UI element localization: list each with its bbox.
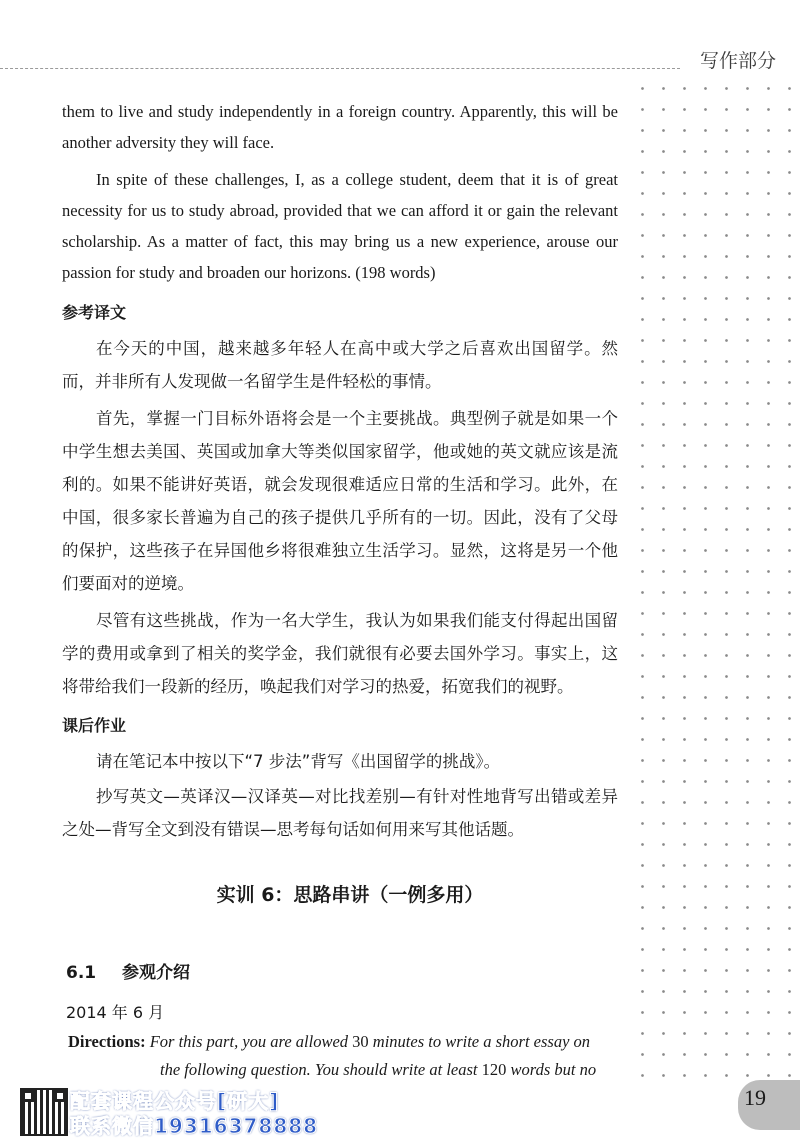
directions-word-count: 120 xyxy=(481,1060,507,1079)
translation-heading: 参考译文 xyxy=(62,303,127,322)
watermark-line: 配套课程公众号[研大] xyxy=(70,1089,280,1113)
homework-paragraph: 抄写英文—英译汉—汉译英—对比找差别—有针对性地背写出错或差异之处—背写全文到没有错误—思考每句话如何用来写其他话题。 xyxy=(62,787,618,839)
header-section-label: 写作部分 xyxy=(699,50,776,72)
header-divider xyxy=(0,68,680,69)
subsection-title: 参观介绍 xyxy=(122,963,191,983)
directions-text: the following question. You should write at least xyxy=(160,1060,478,1079)
translation-paragraph: 首先，掌握一门目标外语将会是一个主要挑战。典型例子就是如果一个中学生想去美国、英国或加拿大等类似国家留学，他或她的英文就应该是流利的。如果不能讲好英语，就会发现很难适应日常的生活和学习。此外，在中国，很多家长普遍为自己的孩子提供几乎所有的一切。因此，没有了父母的保护，这些孩子在异国他乡将很难独立生活学习。显然，这将是另一个他们要面对的逆境。 xyxy=(62,409,618,593)
watermark-promo xyxy=(70,1089,318,1139)
translation-paragraph: 尽管有这些挑战，作为一名大学生，我认为如果我们能支付得起出国留学的费用或拿到了相关的奖学金，我们就很有必要去国外学习。事实上，这将带给我们一段新的经历，唤起我们对学习的热爱，拓宽我们的视野。 xyxy=(62,611,618,696)
essay-paragraph: In spite of these challenges, I, as a college student, deem that it is of great necessity for us to study abroad, provided that we can afford it or gain the relevant scholarship. As a matter of fact, this may bring us a new experience, arouse our passion for study and broaden our horizons. (198 words) xyxy=(62,170,618,282)
directions-text: For this part, you are allowed xyxy=(149,1032,349,1051)
essay-paragraph: them to live and study independently in a foreign country. Apparently, this will be another adversity they will face. xyxy=(62,102,618,152)
page-content xyxy=(62,96,618,846)
translation-paragraph: 在今天的中国，越来越多年轻人在高中或大学之后喜欢出国留学。然而，并非所有人发现做一名留学生是件轻松的事情。 xyxy=(62,339,618,391)
subsection-number: 6.1 xyxy=(66,963,97,983)
page-number: 19 xyxy=(744,1085,766,1110)
directions-block xyxy=(68,1028,628,1084)
exam-date: 2014 年 6 月 xyxy=(66,1003,165,1022)
directions-text: minutes to write a short essay on xyxy=(372,1032,591,1051)
homework-paragraph: 请在笔记本中按以下“7 步法”背写《出国留学的挑战》。 xyxy=(96,752,501,771)
watermark-line: 联系微信19316378888 xyxy=(70,1114,319,1138)
directions-label: Directions: xyxy=(68,1032,146,1051)
homework-heading: 课后作业 xyxy=(62,716,127,735)
dot-grid-margin xyxy=(632,78,800,1078)
directions-minutes: 30 xyxy=(352,1032,369,1051)
qr-code-icon xyxy=(22,1090,66,1134)
subsection-heading xyxy=(66,958,190,983)
directions-text: words but no xyxy=(510,1060,597,1079)
section-title: 实训 6：思路串讲（一例多用） xyxy=(216,884,484,906)
